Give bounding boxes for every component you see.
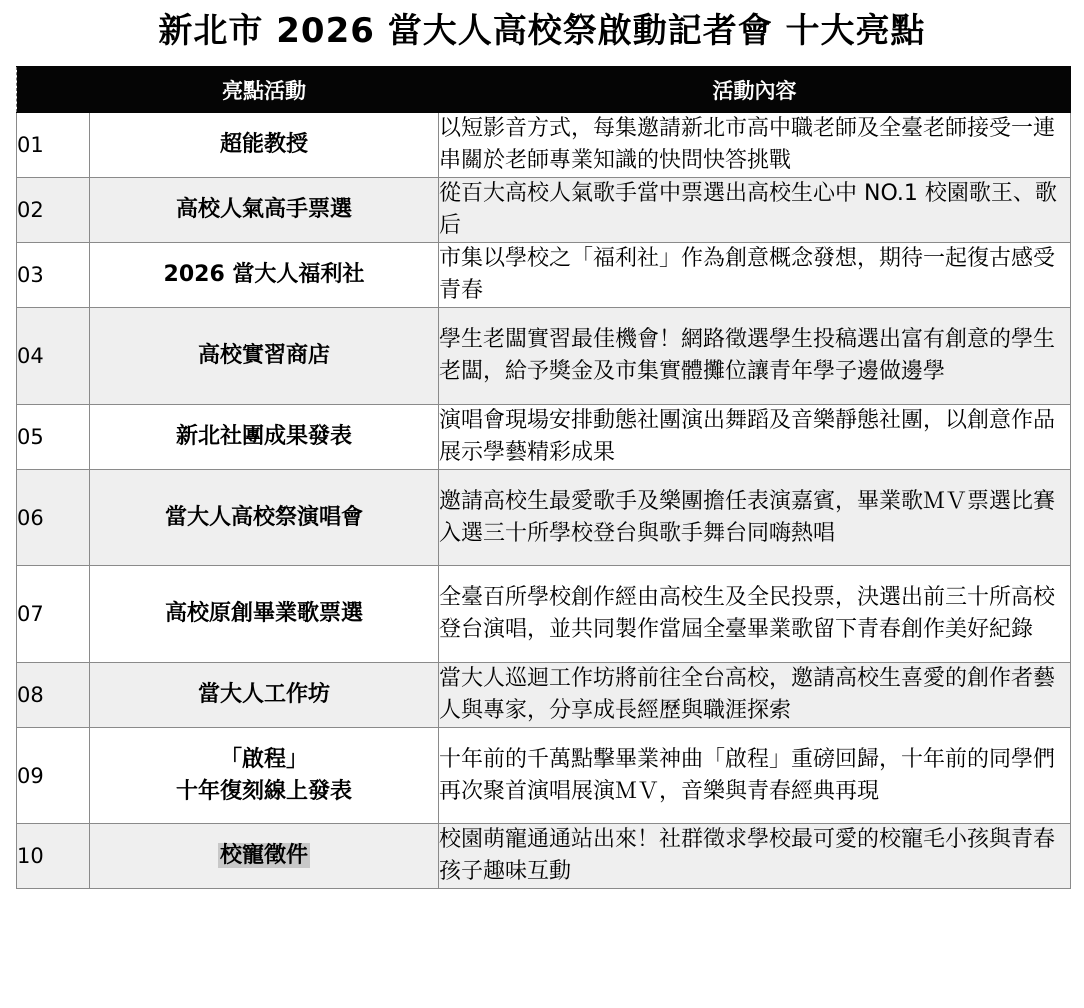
row-number: 03 [17, 243, 90, 308]
activity-content: 從百大高校人氣歌手當中票選出高校生心中 NO.1 校園歌王、歌后 [439, 178, 1071, 243]
table-row [17, 178, 1071, 243]
activity-content: 校園萌寵通通站出來！社群徵求學校最可愛的校寵毛小孩與青春孩子趣味互動 [439, 824, 1071, 889]
table-row [17, 308, 1071, 405]
activity-name: 校寵徵件 [219, 843, 308, 868]
table-row [17, 470, 1071, 566]
activity-content: 全臺百所學校創作經由高校生及全民投票，決選出前三十所高校登台演唱，並共同製作當屆全臺畢業歌留下青春創作美好紀錄 [439, 566, 1071, 663]
activity-name: 當大人高校祭演唱會 [164, 504, 363, 530]
activity-name-cell [90, 113, 439, 178]
activity-content: 學生老闆實習最佳機會！網路徵選學生投稿選出富有創意的學生老闆，給予獎金及市集實體攤位讓青年學子邊做邊學 [439, 308, 1071, 405]
table-row [17, 566, 1071, 663]
table-row [17, 824, 1071, 889]
activity-content: 市集以學校之「福利社」作為創意概念發想，期待一起復古感受青春 [439, 243, 1071, 308]
activity-name: 高校原創畢業歌票選 [164, 601, 363, 626]
activity-content: 演唱會現場安排動態社團演出舞蹈及音樂靜態社團，以創意作品展示學藝精彩成果 [439, 405, 1071, 470]
row-number: 01 [17, 113, 90, 178]
activity-name-cell [90, 178, 439, 243]
table-row [17, 405, 1071, 470]
activity-name-cell [90, 728, 439, 824]
activity-name-cell [90, 824, 439, 889]
activity-name-cell [90, 566, 439, 663]
activity-name: 超能教授 [219, 132, 308, 157]
activity-name: 2026 當大人福利社 [163, 262, 365, 287]
activity-name-cell [90, 243, 439, 308]
header-number [17, 67, 90, 113]
activity-name: 當大人工作坊 [197, 682, 330, 707]
row-number: 10 [17, 824, 90, 889]
activity-content: 以短影音方式，每集邀請新北市高中職老師及全臺老師接受一連串關於老師專業知識的快問快答挑戰 [439, 113, 1071, 178]
row-number: 09 [17, 728, 90, 824]
row-number: 08 [17, 663, 90, 728]
row-number: 04 [17, 308, 90, 405]
table-body [17, 113, 1071, 889]
activity-name: 新北社團成果發表 [175, 424, 352, 449]
header-content: 活動內容 [439, 67, 1071, 113]
activity-name: 高校實習商店 [197, 343, 330, 368]
row-number: 07 [17, 566, 90, 663]
activity-name-cell [90, 405, 439, 470]
activity-name: 十年復刻線上發表 [175, 778, 352, 804]
activity-name-cell [90, 663, 439, 728]
activity-content: 邀請高校生最愛歌手及樂團擔任表演嘉賓，畢業歌ＭＶ票選比賽入選三十所學校登台與歌手舞台同嗨熱唱 [439, 470, 1071, 566]
table-row [17, 243, 1071, 308]
header-row [17, 67, 1071, 113]
activity-name-line [90, 840, 438, 872]
page-title: 新北市 2026 當大人高校祭啟動記者會 十大亮點 [158, 11, 926, 51]
header-activity: 亮點活動 [90, 67, 439, 113]
activity-name: 「啟程」 [219, 746, 308, 772]
table-row [17, 663, 1071, 728]
activity-name-cell [90, 308, 439, 405]
row-number: 02 [17, 178, 90, 243]
row-number: 06 [17, 470, 90, 566]
table-row [17, 113, 1071, 178]
activity-content: 十年前的千萬點擊畢業神曲「啟程」重磅回歸，十年前的同學們再次聚首演唱展演ＭＶ，音樂與青春經典再現 [439, 728, 1071, 824]
row-number: 05 [17, 405, 90, 470]
activity-name: 高校人氣高手票選 [175, 197, 352, 222]
highlights-table [16, 66, 1071, 889]
activity-name-cell [90, 470, 439, 566]
activity-content: 當大人巡迴工作坊將前往全台高校，邀請高校生喜愛的創作者藝人與專家，分享成長經歷與職涯探索 [439, 663, 1071, 728]
table-row [17, 728, 1071, 824]
